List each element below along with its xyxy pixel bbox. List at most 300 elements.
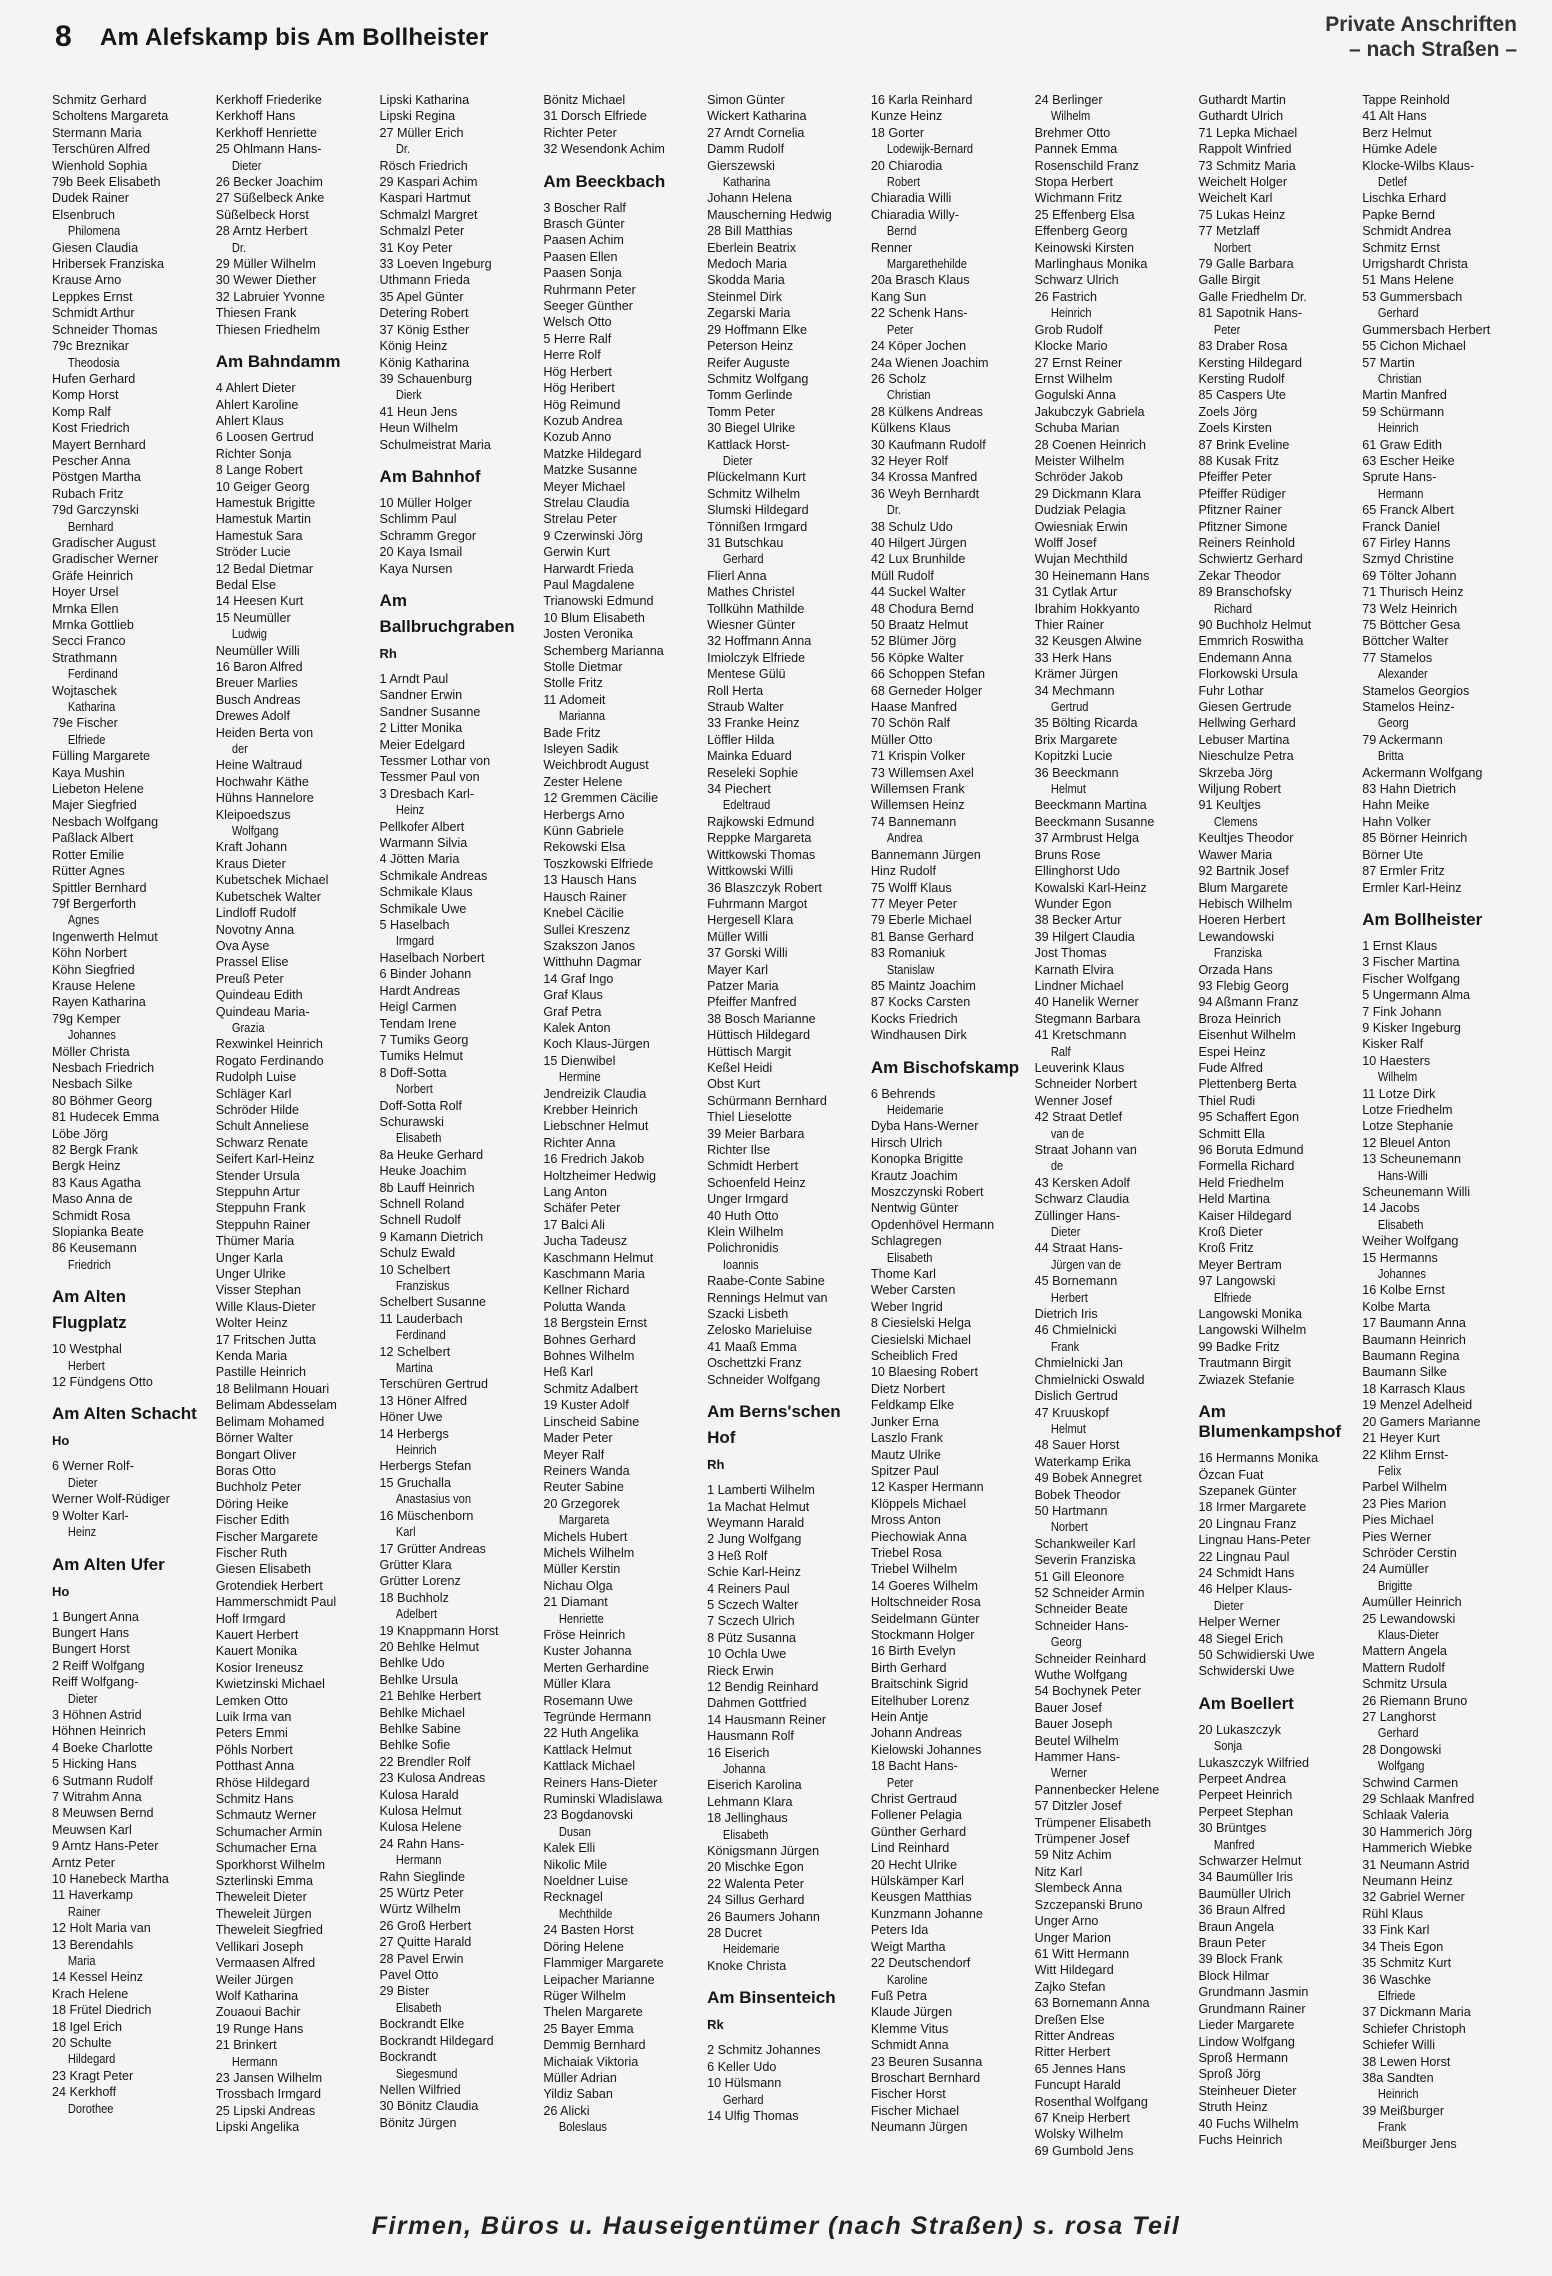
resident-entry: 27 Süßelbeck Anke bbox=[215, 191, 325, 206]
resident-entry: 27 Ernst Reiner bbox=[1034, 355, 1123, 370]
resident-entry: 33 Loeven Ingeburg bbox=[379, 257, 492, 272]
entry-continuation: Hans-Willi bbox=[1378, 1168, 1428, 1183]
resident-entry: 22 Klihm Ernst- bbox=[1362, 1447, 1449, 1462]
resident-entry: Lukaszczyk Wilfried bbox=[1198, 1755, 1310, 1770]
resident-entry: 6 Keller Udo bbox=[707, 2059, 777, 2074]
resident-entry: Klocke-Wilbs Klaus- bbox=[1362, 158, 1475, 173]
resident-entry: Schmitz Wolfgang bbox=[707, 371, 809, 386]
resident-entry: Potthast Anna bbox=[215, 1759, 295, 1774]
resident-entry: Hufen Gerhard bbox=[52, 371, 136, 386]
resident-entry: 4 Jötten Maria bbox=[379, 852, 460, 867]
resident-entry: 31 Dorsch Elfriede bbox=[543, 109, 647, 124]
resident-entry: Rahn Sieglinde bbox=[379, 1869, 465, 1884]
resident-entry: Komp Horst bbox=[52, 388, 119, 403]
resident-entry: Strathmann bbox=[52, 650, 118, 665]
entry-continuation: Norbert bbox=[1214, 240, 1252, 255]
resident-entry: Noeldner Luise bbox=[543, 1874, 629, 1889]
resident-entry: Schoenfeld Heinz bbox=[707, 1175, 806, 1190]
resident-entry: 19 Runge Hans bbox=[215, 2021, 304, 2036]
resident-entry: Broza Heinrich bbox=[1198, 1011, 1282, 1026]
resident-entry: 85 Maintz Joachim bbox=[870, 978, 976, 993]
entry-continuation: Margareta bbox=[559, 1513, 610, 1528]
section-label-line1: Private Anschriften bbox=[1325, 13, 1517, 36]
resident-entry: Unger Arno bbox=[1034, 1914, 1099, 1929]
entry-continuation: Peter bbox=[886, 322, 914, 337]
resident-entry: Mayer Karl bbox=[707, 962, 768, 977]
resident-entry: Slopianka Beate bbox=[52, 1225, 144, 1240]
resident-entry: 17 Balci Ali bbox=[543, 1217, 605, 1232]
resident-entry: Stegmann Barbara bbox=[1034, 1011, 1141, 1026]
entry-continuation: Frank bbox=[1378, 2120, 1407, 2135]
resident-entry: 24 Kerkhoff bbox=[52, 2085, 117, 2100]
resident-entry: Dahmen Gottfried bbox=[707, 1696, 807, 1711]
resident-entry: Bönitz Jürgen bbox=[379, 2115, 457, 2130]
resident-entry: Visser Stephan bbox=[215, 1283, 301, 1298]
directory-column bbox=[871, 92, 1021, 2172]
entry-continuation: Wolfgang bbox=[231, 824, 279, 839]
resident-entry: 36 Waschke bbox=[1362, 1972, 1432, 1987]
resident-entry: 34 Mechmann bbox=[1034, 683, 1115, 698]
resident-entry: Rayen Katharina bbox=[52, 995, 146, 1010]
resident-entry: 40 Hilgert Jürgen bbox=[870, 535, 967, 550]
resident-entry: Dietz Norbert bbox=[870, 1381, 946, 1396]
resident-entry: Zoels Jörg bbox=[1198, 404, 1258, 419]
resident-entry: Giesen Elisabeth bbox=[215, 1562, 311, 1577]
resident-entry: Reifer Auguste bbox=[707, 355, 790, 370]
resident-entry: Sullei Kreszenz bbox=[543, 922, 631, 937]
resident-entry: Keinowski Kirsten bbox=[1034, 240, 1135, 255]
resident-entry: Heun Wilhelm bbox=[379, 421, 458, 436]
resident-entry: Ibrahim Hokkyanto bbox=[1034, 601, 1140, 616]
resident-entry: Kenda Maria bbox=[215, 1349, 288, 1364]
resident-entry: 12 Holt Maria van bbox=[52, 1921, 151, 1936]
entry-continuation: Dieter bbox=[1050, 1225, 1081, 1240]
resident-entry: Matzke Susanne bbox=[543, 463, 638, 478]
resident-entry: Endemann Anna bbox=[1198, 650, 1292, 665]
resident-entry: Pfeiffer Peter bbox=[1198, 470, 1272, 485]
entry-continuation: Wolfgang bbox=[1378, 1759, 1425, 1774]
resident-entry: 28 Dongowski bbox=[1362, 1742, 1442, 1757]
resident-entry: 16 Birth Evelyn bbox=[870, 1644, 956, 1659]
resident-entry: 31 Cytlak Artur bbox=[1034, 585, 1118, 600]
resident-entry: Strelau Claudia bbox=[543, 495, 630, 510]
resident-entry: Hahn Volker bbox=[1362, 814, 1431, 829]
resident-entry: Nesbach Wolfgang bbox=[52, 814, 159, 829]
resident-entry: 59 Schürmann bbox=[1362, 404, 1445, 419]
resident-entry: 8 Ciesielski Helga bbox=[870, 1316, 971, 1331]
resident-entry: 5 Sczech Walter bbox=[707, 1597, 799, 1612]
resident-entry: Thelen Margarete bbox=[543, 2005, 643, 2020]
entry-continuation: Franziska bbox=[1214, 946, 1263, 961]
resident-entry: Mentese Gülü bbox=[707, 667, 786, 682]
resident-entry: Hirsch Ulrich bbox=[870, 1135, 943, 1150]
entry-continuation: Christian bbox=[1378, 371, 1422, 386]
entry-continuation: Heinrich bbox=[1050, 306, 1092, 321]
resident-entry: 38 Bosch Marianne bbox=[707, 1011, 816, 1026]
entry-continuation: Elfriede bbox=[67, 732, 106, 747]
resident-entry: Strelau Peter bbox=[543, 512, 617, 527]
resident-entry: Grob Rudolf bbox=[1034, 322, 1103, 337]
entry-continuation: Heinz bbox=[67, 1525, 97, 1540]
resident-entry: Hög Heribert bbox=[543, 381, 615, 396]
resident-entry: 14 Kessel Heinz bbox=[52, 1970, 144, 1985]
entry-continuation: Ferdinand bbox=[67, 667, 118, 682]
entry-continuation: Georg bbox=[1378, 716, 1409, 731]
resident-entry: Schwiderski Uwe bbox=[1198, 1664, 1295, 1679]
resident-entry: Wenner Josef bbox=[1034, 1093, 1113, 1108]
district-code: Rh bbox=[707, 1457, 725, 1473]
entry-continuation: Herbert bbox=[67, 1358, 105, 1373]
resident-entry: 32 Heyer Rolf bbox=[870, 453, 948, 468]
resident-entry: 23 Pies Marion bbox=[1362, 1496, 1447, 1511]
resident-entry: Schröder Hilde bbox=[215, 1102, 300, 1117]
resident-entry: Terschüren Gertrud bbox=[379, 1377, 489, 1392]
resident-entry: Zouaoui Bachir bbox=[215, 2005, 301, 2020]
entry-continuation: Mechthilde bbox=[559, 1906, 613, 1921]
resident-entry: Behlke Ursula bbox=[379, 1672, 458, 1687]
resident-entry: 28 Arntz Herbert bbox=[215, 224, 308, 239]
resident-entry: Warmann Silvia bbox=[379, 836, 468, 851]
resident-entry: Michels Wilhelm bbox=[543, 1545, 635, 1560]
resident-entry: 26 Alicki bbox=[543, 2103, 590, 2118]
entry-continuation: Felix bbox=[1378, 1463, 1402, 1478]
resident-entry: Dietrich Iris bbox=[1034, 1307, 1098, 1322]
resident-entry: 63 Bornemann Anna bbox=[1034, 1996, 1150, 2011]
entry-continuation: Elfriede bbox=[1214, 1290, 1252, 1305]
resident-entry: Langowski Wilhelm bbox=[1198, 1323, 1307, 1338]
resident-entry: Hamestuk Sara bbox=[215, 528, 303, 543]
resident-entry: Zoels Kirsten bbox=[1198, 421, 1272, 436]
directory-column bbox=[1198, 92, 1348, 2172]
resident-entry: Hüttisch Hildegard bbox=[707, 1028, 811, 1043]
resident-entry: Tessmer Paul von bbox=[379, 770, 480, 785]
resident-entry: 22 Walenta Peter bbox=[707, 1876, 804, 1891]
resident-entry: Willemsen Frank bbox=[870, 782, 965, 797]
resident-entry: 94 Aßmann Franz bbox=[1198, 995, 1299, 1010]
resident-entry: 30 Hammerich Jörg bbox=[1362, 1824, 1473, 1839]
resident-entry: Schröder Jakob bbox=[1034, 470, 1123, 485]
resident-entry: Schmitz Ursula bbox=[1362, 1677, 1447, 1692]
resident-entry: Kunzmann Johanne bbox=[870, 1906, 983, 1921]
resident-entry: Nieschulze Petra bbox=[1198, 749, 1294, 764]
resident-entry: 8 Lange Robert bbox=[215, 463, 303, 478]
resident-entry: 1 Arndt Paul bbox=[379, 671, 449, 686]
resident-entry: Pellkofer Albert bbox=[379, 819, 465, 834]
entry-continuation: Elfriede bbox=[1378, 1988, 1416, 2003]
resident-entry: 8 Meuwsen Bernd bbox=[52, 1806, 154, 1821]
resident-entry: 7 Fink Johann bbox=[1362, 1004, 1442, 1019]
resident-entry: Klocke Mario bbox=[1034, 339, 1108, 354]
resident-entry: Bauer Josef bbox=[1034, 1700, 1102, 1715]
resident-entry: Hribersek Franziska bbox=[52, 257, 164, 272]
resident-entry: Stopa Herbert bbox=[1034, 175, 1114, 190]
resident-entry: 38 Becker Artur bbox=[1034, 913, 1122, 928]
resident-entry: Bade Fritz bbox=[543, 725, 601, 740]
entry-continuation: Johanna bbox=[722, 1762, 766, 1776]
resident-entry: Börner Walter bbox=[215, 1431, 293, 1446]
resident-entry: 51 Mans Helene bbox=[1362, 273, 1454, 288]
resident-entry: 17 Fritschen Jutta bbox=[215, 1332, 316, 1347]
resident-entry: 80 Böhmer Georg bbox=[52, 1093, 153, 1108]
resident-entry: 20 Lukaszczyk bbox=[1198, 1722, 1282, 1737]
resident-entry: 79b Beek Elisabeth bbox=[52, 175, 161, 190]
resident-entry: Fischer Wolfgang bbox=[1362, 971, 1460, 986]
resident-entry: Theweleit Jürgen bbox=[215, 1906, 312, 1921]
resident-entry: Holtschneider Rosa bbox=[870, 1595, 981, 1610]
resident-entry: 38 Schulz Udo bbox=[870, 519, 953, 534]
resident-entry: 85 Caspers Ute bbox=[1198, 388, 1286, 403]
resident-entry: Ernst Wilhelm bbox=[1034, 371, 1113, 386]
resident-entry: Arntz Peter bbox=[52, 1855, 115, 1870]
resident-entry: Stockmann Holger bbox=[870, 1627, 975, 1642]
resident-entry: 32 Keusgen Alwine bbox=[1034, 634, 1142, 649]
resident-entry: Triebel Wilhelm bbox=[870, 1562, 958, 1577]
resident-entry: 23 Jansen Wilhelm bbox=[215, 2070, 323, 2085]
resident-entry: 54 Bochynek Peter bbox=[1034, 1684, 1142, 1699]
resident-entry: 18 Buchholz bbox=[379, 1590, 449, 1605]
resident-entry: Renner bbox=[870, 240, 913, 255]
resident-entry: Schramm Gregor bbox=[379, 528, 477, 543]
resident-entry: Rotter Emilie bbox=[52, 847, 125, 862]
resident-entry: 45 Bornemann bbox=[1034, 1274, 1118, 1289]
resident-entry: 46 Chmielnicki bbox=[1034, 1323, 1117, 1338]
resident-entry: Richter Ilse bbox=[707, 1143, 771, 1157]
resident-entry: 16 Baron Alfred bbox=[215, 660, 303, 674]
resident-entry: Boras Otto bbox=[215, 1463, 276, 1478]
resident-entry: 86 Keusemann bbox=[52, 1241, 137, 1256]
resident-entry: 25 Bayer Emma bbox=[543, 2021, 634, 2036]
resident-entry: 34 Piechert bbox=[707, 782, 771, 797]
resident-entry: Gummersbach Herbert bbox=[1362, 322, 1491, 337]
resident-entry: Weiher Wolfgang bbox=[1362, 1234, 1459, 1249]
resident-entry: Struth Heinz bbox=[1198, 2100, 1268, 2115]
resident-entry: Kaiser Hildegard bbox=[1198, 1208, 1292, 1223]
resident-entry: 87 Ermler Fritz bbox=[1362, 864, 1445, 879]
entry-continuation: Detlef bbox=[1378, 175, 1408, 190]
resident-entry: 7 Sczech Ulrich bbox=[707, 1614, 795, 1629]
resident-entry: Kunze Heinz bbox=[870, 109, 943, 124]
resident-entry: Bungert Hans bbox=[52, 1625, 130, 1640]
entry-continuation: Dieter bbox=[67, 1475, 98, 1490]
resident-entry: 59 Nitz Achim bbox=[1034, 1848, 1112, 1863]
resident-entry: 29 Dickmann Klara bbox=[1034, 486, 1142, 501]
resident-entry: Mross Anton bbox=[870, 1513, 941, 1528]
resident-entry: Behlke Sofie bbox=[379, 1738, 451, 1753]
entry-continuation: der bbox=[231, 742, 248, 757]
district-code: Ho bbox=[52, 1583, 70, 1599]
entry-continuation: Elisabeth bbox=[395, 1131, 441, 1146]
resident-entry: 34 Theis Egon bbox=[1362, 1939, 1444, 1954]
resident-entry: Böttcher Walter bbox=[1362, 634, 1449, 649]
resident-entry: Mathes Christel bbox=[707, 585, 795, 600]
resident-entry: 27 Arndt Cornelia bbox=[707, 125, 805, 140]
resident-entry: 1a Machat Helmut bbox=[707, 1499, 810, 1514]
entry-continuation: Stanislaw bbox=[886, 962, 935, 977]
entry-continuation: Karl bbox=[395, 1525, 416, 1540]
resident-entry: Oschettzki Franz bbox=[707, 1356, 802, 1371]
entry-continuation: Bernd bbox=[886, 224, 917, 239]
resident-entry: Zajko Stefan bbox=[1034, 1979, 1106, 1994]
resident-entry: 83 Romaniuk bbox=[870, 946, 946, 961]
resident-entry: Thome Karl bbox=[870, 1267, 936, 1282]
resident-entry: 9 Wolter Karl- bbox=[52, 1508, 129, 1523]
resident-entry: 73 Willemsen Axel bbox=[870, 765, 974, 780]
resident-entry: Müller Willi bbox=[707, 929, 768, 944]
resident-entry: Schiefer Christoph bbox=[1362, 2021, 1466, 2036]
resident-entry: 10 Blaesing Robert bbox=[870, 1365, 978, 1380]
resident-entry: Schmitz Ernst bbox=[1362, 240, 1440, 255]
resident-entry: Vermaasen Alfred bbox=[215, 1956, 316, 1971]
resident-entry: 93 Flebig Georg bbox=[1198, 978, 1289, 993]
resident-entry: Fischer Margarete bbox=[215, 1529, 318, 1544]
resident-entry: Mauscherning Hedwig bbox=[707, 207, 832, 222]
resident-entry: Kroß Dieter bbox=[1198, 1225, 1263, 1240]
entry-continuation: Sonja bbox=[1214, 1739, 1243, 1754]
resident-entry: Wickert Katharina bbox=[707, 109, 807, 124]
resident-entry: Fuchs Heinrich bbox=[1198, 2132, 1283, 2147]
resident-entry: Koch Klaus-Jürgen bbox=[543, 1037, 650, 1052]
entry-continuation: Norbert bbox=[1050, 1520, 1088, 1535]
resident-entry: Flierl Anna bbox=[707, 568, 767, 583]
entry-continuation: Heinrich bbox=[1378, 2087, 1419, 2102]
resident-entry: 39 Schauenburg bbox=[379, 371, 472, 386]
resident-entry: Eiserich Karolina bbox=[707, 1778, 802, 1793]
resident-entry: Recknagel bbox=[543, 1890, 603, 1905]
entry-continuation: Gerhard bbox=[1378, 1726, 1419, 1741]
resident-entry: Junker Erna bbox=[870, 1414, 939, 1429]
resident-entry: Beeckmann Susanne bbox=[1034, 814, 1155, 829]
resident-entry: Schlagregen bbox=[870, 1234, 942, 1249]
resident-entry: Kauert Herbert bbox=[215, 1627, 299, 1642]
resident-entry: Pfeiffer Manfred bbox=[707, 995, 797, 1010]
resident-entry: 30 Brüntges bbox=[1198, 1821, 1267, 1836]
resident-entry: Thiel Rudi bbox=[1198, 1093, 1256, 1108]
resident-entry: Breuer Marlies bbox=[215, 676, 298, 691]
resident-entry: Rappolt Winfried bbox=[1198, 142, 1292, 157]
resident-entry: Drewes Adolf bbox=[215, 709, 290, 724]
resident-entry: Mrnka Gottlieb bbox=[52, 618, 134, 632]
resident-entry: Rütter Agnes bbox=[52, 864, 125, 879]
resident-entry: Haase Manfred bbox=[870, 700, 957, 715]
resident-entry: 41 Maaß Emma bbox=[707, 1339, 797, 1354]
resident-entry: 34 Krossa Manfred bbox=[870, 470, 978, 485]
resident-entry: Weichelt Holger bbox=[1198, 175, 1288, 190]
resident-entry: 8 Pütz Susanna bbox=[707, 1630, 797, 1645]
resident-entry: Broschart Bernhard bbox=[870, 2070, 981, 2085]
entry-continuation: Wilhelm bbox=[1050, 109, 1090, 124]
resident-entry: 5 Haselbach bbox=[379, 918, 450, 933]
entry-continuation: Dusan bbox=[559, 1824, 592, 1839]
resident-entry: Schie Karl-Heinz bbox=[707, 1565, 801, 1580]
resident-entry: 20 Kaya Ismail bbox=[379, 545, 463, 560]
resident-entry: Kubetschek Michael bbox=[215, 873, 329, 888]
resident-entry: 79g Kemper bbox=[52, 1011, 121, 1026]
resident-entry: Birth Gerhard bbox=[870, 1660, 947, 1675]
district-code: Rh bbox=[379, 645, 397, 661]
resident-entry: Kleipoedszus bbox=[215, 807, 291, 822]
resident-entry: Reiners Reinhold bbox=[1198, 535, 1296, 550]
resident-entry: 14 Ulfig Thomas bbox=[707, 2108, 799, 2123]
resident-entry: Lemken Otto bbox=[215, 1693, 288, 1708]
resident-entry: 14 Hausmann Reiner bbox=[707, 1712, 827, 1727]
resident-entry: Tegründe Hermann bbox=[543, 1710, 652, 1724]
resident-entry: 67 Firley Hanns bbox=[1362, 535, 1451, 550]
resident-entry: Hahn Meike bbox=[1362, 798, 1430, 813]
resident-entry: 10 Hanebeck Martha bbox=[52, 1872, 169, 1886]
resident-entry: 16 Karla Reinhard bbox=[870, 93, 973, 107]
resident-entry: Mader Peter bbox=[543, 1431, 613, 1446]
resident-entry: Pfitzner Rainer bbox=[1198, 503, 1282, 518]
resident-entry: Kulosa Harald bbox=[379, 1787, 459, 1802]
resident-entry: Schmikale Andreas bbox=[379, 868, 488, 883]
resident-entry: Raabe-Conte Sabine bbox=[707, 1274, 825, 1289]
resident-entry: 48 Siegel Erich bbox=[1198, 1631, 1284, 1646]
resident-entry: Hellwing Gerhard bbox=[1198, 716, 1296, 731]
resident-entry: Höhnen Heinrich bbox=[52, 1724, 146, 1739]
resident-entry: Lotze Stephanie bbox=[1362, 1119, 1454, 1134]
resident-entry: Toszkowski Elfriede bbox=[543, 856, 654, 871]
resident-entry: Stolle Dietmar bbox=[543, 660, 623, 674]
resident-entry: Zelosko Marieluise bbox=[707, 1323, 813, 1338]
resident-entry: Kuster Johanna bbox=[543, 1644, 632, 1659]
resident-entry: Fuß Petra bbox=[870, 1988, 927, 2003]
resident-entry: Bauer Joseph bbox=[1034, 1717, 1113, 1732]
resident-entry: 70 Schön Ralf bbox=[870, 716, 950, 731]
resident-entry: 61 Graw Edith bbox=[1362, 437, 1443, 452]
directory-column bbox=[380, 92, 530, 2172]
resident-entry: Ahlert Klaus bbox=[215, 413, 284, 428]
resident-entry: Eberlein Beatrix bbox=[707, 240, 797, 255]
entry-continuation: Dr. bbox=[231, 240, 246, 255]
resident-entry: 1 Lamberti Wilhelm bbox=[707, 1483, 815, 1498]
resident-entry: Doff-Sotta Rolf bbox=[379, 1098, 462, 1113]
resident-entry: 87 Kocks Carsten bbox=[870, 995, 971, 1010]
street-heading: Flugplatz bbox=[52, 1313, 127, 1333]
resident-entry: 22 Schenk Hans- bbox=[870, 306, 968, 321]
resident-entry: Effenberg Georg bbox=[1034, 224, 1128, 239]
resident-entry: 18 Irmer Margarete bbox=[1198, 1500, 1307, 1515]
resident-entry: Behlke Sabine bbox=[379, 1721, 461, 1736]
resident-entry: Richter Peter bbox=[543, 125, 617, 140]
resident-entry: Kang Sun bbox=[870, 289, 927, 304]
resident-entry: Braun Angela bbox=[1198, 1919, 1275, 1934]
resident-entry: 3 Fischer Martina bbox=[1362, 955, 1460, 970]
entry-continuation: Hildegard bbox=[67, 2052, 116, 2067]
resident-entry: Michaiak Viktoria bbox=[543, 2054, 639, 2069]
resident-entry: Schankweiler Karl bbox=[1034, 1536, 1136, 1551]
resident-entry: Lieder Margarete bbox=[1198, 2018, 1295, 2033]
resident-entry: Wiesner Günter bbox=[707, 618, 796, 632]
resident-entry: 33 Fink Karl bbox=[1362, 1923, 1430, 1938]
resident-entry: 75 Lukas Heinz bbox=[1198, 207, 1286, 222]
entry-continuation: Alexander bbox=[1378, 667, 1428, 682]
resident-entry: 47 Kruuskopf bbox=[1034, 1405, 1109, 1420]
resident-entry: Johann Helena bbox=[707, 191, 792, 206]
street-heading: Am Boellert bbox=[1198, 1693, 1294, 1713]
resident-entry: Plückelmann Kurt bbox=[707, 470, 806, 485]
resident-entry: 13 Scheunemann bbox=[1362, 1152, 1461, 1167]
resident-entry: Tumiks Helmut bbox=[379, 1049, 464, 1064]
street-heading: Ballbruchgraben bbox=[379, 616, 515, 636]
resident-entry: Müller Adrian bbox=[543, 2070, 617, 2085]
resident-entry: Lang Anton bbox=[543, 1185, 608, 1199]
entry-continuation: Georg bbox=[1050, 1635, 1082, 1650]
resident-entry: Fischer Ruth bbox=[215, 1545, 288, 1560]
resident-entry: Schmikale Uwe bbox=[379, 901, 467, 916]
resident-entry: Schmidt Anna bbox=[870, 2038, 949, 2053]
resident-entry: 14 Goeres Wilhelm bbox=[870, 1578, 978, 1593]
resident-entry: Chmielnicki Oswald bbox=[1034, 1372, 1145, 1387]
